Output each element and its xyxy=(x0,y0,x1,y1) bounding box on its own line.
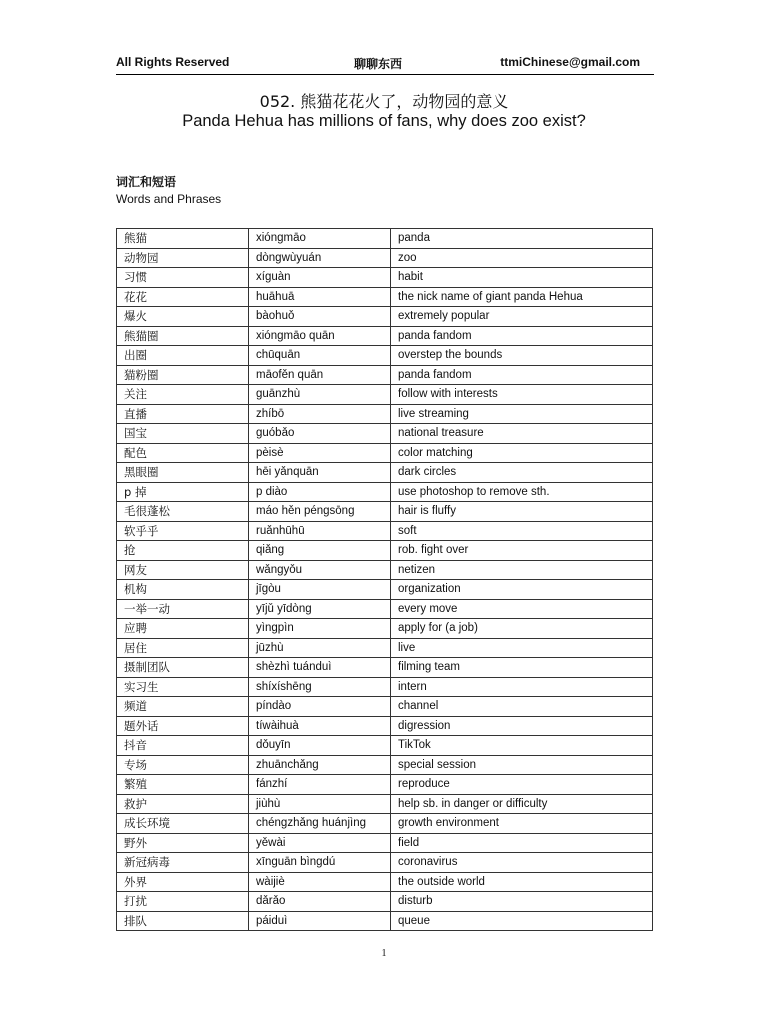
english-cell: live streaming xyxy=(391,404,653,424)
pinyin-cell: xīnguān bìngdú xyxy=(249,853,391,873)
english-cell: growth environment xyxy=(391,814,653,834)
chinese-cell: 野外 xyxy=(117,833,249,853)
vocabulary-table xyxy=(116,228,653,931)
english-cell: filming team xyxy=(391,658,653,678)
chinese-cell: 繁殖 xyxy=(117,775,249,795)
chinese-cell: 网友 xyxy=(117,560,249,580)
chinese-cell: 新冠病毒 xyxy=(117,853,249,873)
page-header xyxy=(116,54,654,75)
chinese-cell: 排队 xyxy=(117,911,249,931)
english-cell: panda fandom xyxy=(391,365,653,385)
chinese-cell: 猫粉圈 xyxy=(117,365,249,385)
chinese-cell: 出圈 xyxy=(117,346,249,366)
table-row xyxy=(117,833,653,853)
table-row xyxy=(117,424,653,444)
table-row xyxy=(117,638,653,658)
english-cell: apply for (a job) xyxy=(391,619,653,639)
pinyin-cell: wàijiè xyxy=(249,872,391,892)
pinyin-cell: dǎrǎo xyxy=(249,892,391,912)
table-row xyxy=(117,229,653,249)
english-cell: the outside world xyxy=(391,872,653,892)
chinese-cell: p 掉 xyxy=(117,482,249,502)
pinyin-cell: dǒuyīn xyxy=(249,736,391,756)
english-cell: panda fandom xyxy=(391,326,653,346)
english-cell: zoo xyxy=(391,248,653,268)
english-cell: TikTok xyxy=(391,736,653,756)
pinyin-cell: jiùhù xyxy=(249,794,391,814)
chinese-cell: 实习生 xyxy=(117,677,249,697)
pinyin-cell: máo hěn péngsōng xyxy=(249,502,391,522)
chinese-cell: 毛很蓬松 xyxy=(117,502,249,522)
pinyin-cell: jīgòu xyxy=(249,580,391,600)
pinyin-cell: xíguàn xyxy=(249,268,391,288)
table-row xyxy=(117,892,653,912)
table-row xyxy=(117,619,653,639)
english-cell: digression xyxy=(391,716,653,736)
pinyin-cell: páiduì xyxy=(249,911,391,931)
english-cell: field xyxy=(391,833,653,853)
table-row xyxy=(117,385,653,405)
table-row xyxy=(117,404,653,424)
english-cell: hair is fluffy xyxy=(391,502,653,522)
section-heading-chinese: 词汇和短语 xyxy=(116,175,177,189)
chinese-cell: 题外话 xyxy=(117,716,249,736)
table-row xyxy=(117,911,653,931)
pinyin-cell: shèzhì tuánduì xyxy=(249,658,391,678)
table-row xyxy=(117,658,653,678)
table-row xyxy=(117,677,653,697)
chinese-cell: 救护 xyxy=(117,794,249,814)
english-cell: channel xyxy=(391,697,653,717)
english-cell: dark circles xyxy=(391,463,653,483)
chinese-cell: 专场 xyxy=(117,755,249,775)
chinese-cell: 花花 xyxy=(117,287,249,307)
english-cell: netizen xyxy=(391,560,653,580)
chinese-cell: 一举一动 xyxy=(117,599,249,619)
chinese-cell: 配色 xyxy=(117,443,249,463)
rights-text: All Rights Reserved xyxy=(116,55,230,69)
table-row xyxy=(117,482,653,502)
pinyin-cell: zhíbō xyxy=(249,404,391,424)
table-row xyxy=(117,287,653,307)
table-row xyxy=(117,502,653,522)
pinyin-cell: yěwài xyxy=(249,833,391,853)
chinese-cell: 应聘 xyxy=(117,619,249,639)
english-cell: color matching xyxy=(391,443,653,463)
pinyin-cell: fánzhí xyxy=(249,775,391,795)
channel-name: 聊聊东西 xyxy=(354,57,403,71)
english-cell: disturb xyxy=(391,892,653,912)
table-row xyxy=(117,248,653,268)
chinese-cell: 抢 xyxy=(117,541,249,561)
table-row xyxy=(117,463,653,483)
english-cell: panda xyxy=(391,229,653,249)
english-cell: organization xyxy=(391,580,653,600)
table-row xyxy=(117,755,653,775)
pinyin-cell: bàohuǒ xyxy=(249,307,391,327)
chinese-cell: 成长环境 xyxy=(117,814,249,834)
section-heading-english: Words and Phrases xyxy=(116,192,222,206)
english-cell: live xyxy=(391,638,653,658)
english-cell: use photoshop to remove sth. xyxy=(391,482,653,502)
chinese-cell: 外界 xyxy=(117,872,249,892)
table-row xyxy=(117,716,653,736)
chinese-cell: 熊猫圈 xyxy=(117,326,249,346)
table-row xyxy=(117,365,653,385)
pinyin-cell: yìngpìn xyxy=(249,619,391,639)
table-row xyxy=(117,541,653,561)
english-cell: habit xyxy=(391,268,653,288)
english-cell: follow with interests xyxy=(391,385,653,405)
chinese-cell: 关注 xyxy=(117,385,249,405)
table-row xyxy=(117,326,653,346)
pinyin-cell: yījǔ yīdòng xyxy=(249,599,391,619)
english-cell: rob. fight over xyxy=(391,541,653,561)
pinyin-cell: jūzhù xyxy=(249,638,391,658)
table-row xyxy=(117,307,653,327)
chinese-cell: 软乎乎 xyxy=(117,521,249,541)
table-row xyxy=(117,268,653,288)
english-cell: coronavirus xyxy=(391,853,653,873)
english-cell: help sb. in danger or difficulty xyxy=(391,794,653,814)
chinese-cell: 抖音 xyxy=(117,736,249,756)
title-english: Panda Hehua has millions of fans, why does zoo exist? xyxy=(182,112,586,130)
table-row xyxy=(117,775,653,795)
pinyin-cell: píndào xyxy=(249,697,391,717)
pinyin-cell: zhuānchǎng xyxy=(249,755,391,775)
english-cell: special session xyxy=(391,755,653,775)
english-cell: soft xyxy=(391,521,653,541)
chinese-cell: 频道 xyxy=(117,697,249,717)
chinese-cell: 黑眼圈 xyxy=(117,463,249,483)
english-cell: the nick name of giant panda Hehua xyxy=(391,287,653,307)
pinyin-cell: dòngwùyuán xyxy=(249,248,391,268)
english-cell: queue xyxy=(391,911,653,931)
table-row xyxy=(117,346,653,366)
english-cell: extremely popular xyxy=(391,307,653,327)
chinese-cell: 直播 xyxy=(117,404,249,424)
table-row xyxy=(117,521,653,541)
pinyin-cell: pèisè xyxy=(249,443,391,463)
pinyin-cell: chéngzhǎng huánjìng xyxy=(249,814,391,834)
page-number: 1 xyxy=(381,948,387,959)
table-row xyxy=(117,736,653,756)
title-chinese: 052. 熊猫花花火了，动物园的意义 xyxy=(259,92,509,111)
chinese-cell: 机构 xyxy=(117,580,249,600)
table-row xyxy=(117,580,653,600)
english-cell: reproduce xyxy=(391,775,653,795)
pinyin-cell: p diào xyxy=(249,482,391,502)
table-row xyxy=(117,697,653,717)
pinyin-cell: wǎngyǒu xyxy=(249,560,391,580)
pinyin-cell: guānzhù xyxy=(249,385,391,405)
chinese-cell: 居住 xyxy=(117,638,249,658)
pinyin-cell: guóbǎo xyxy=(249,424,391,444)
pinyin-cell: chūquān xyxy=(249,346,391,366)
english-cell: every move xyxy=(391,599,653,619)
english-cell: overstep the bounds xyxy=(391,346,653,366)
chinese-cell: 打扰 xyxy=(117,892,249,912)
pinyin-cell: ruǎnhūhū xyxy=(249,521,391,541)
contact-email: ttmiChinese@gmail.com xyxy=(500,55,640,69)
pinyin-cell: xióngmāo quān xyxy=(249,326,391,346)
table-row xyxy=(117,443,653,463)
chinese-cell: 动物园 xyxy=(117,248,249,268)
table-row xyxy=(117,560,653,580)
pinyin-cell: xióngmāo xyxy=(249,229,391,249)
table-row xyxy=(117,872,653,892)
pinyin-cell: qiǎng xyxy=(249,541,391,561)
chinese-cell: 国宝 xyxy=(117,424,249,444)
english-cell: intern xyxy=(391,677,653,697)
chinese-cell: 摄制团队 xyxy=(117,658,249,678)
chinese-cell: 爆火 xyxy=(117,307,249,327)
pinyin-cell: māofěn quān xyxy=(249,365,391,385)
pinyin-cell: huāhuā xyxy=(249,287,391,307)
table-row xyxy=(117,794,653,814)
table-row xyxy=(117,814,653,834)
chinese-cell: 习惯 xyxy=(117,268,249,288)
table-row xyxy=(117,853,653,873)
english-cell: national treasure xyxy=(391,424,653,444)
table-row xyxy=(117,599,653,619)
pinyin-cell: tíwàihuà xyxy=(249,716,391,736)
chinese-cell: 熊猫 xyxy=(117,229,249,249)
pinyin-cell: hēi yǎnquān xyxy=(249,463,391,483)
pinyin-cell: shíxíshēng xyxy=(249,677,391,697)
